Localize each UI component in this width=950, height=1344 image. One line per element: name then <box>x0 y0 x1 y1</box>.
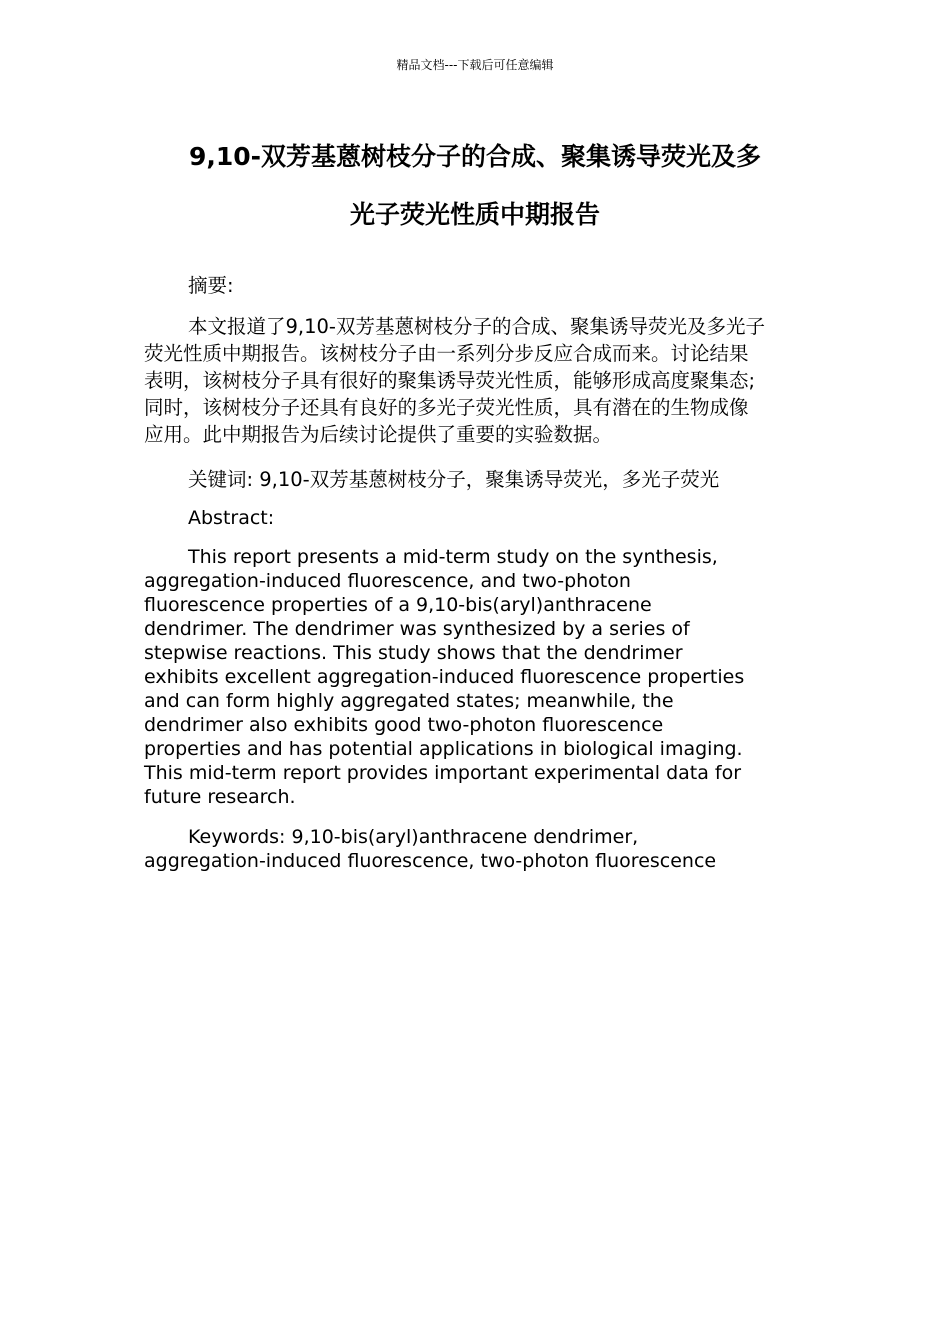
keywords-en <box>144 825 812 873</box>
abstract-en-line: This report presents a mid-term study on the synthesis, <box>188 546 718 568</box>
abstract-en-line: stepwise reactions. This study shows that the dendrimer <box>144 642 683 664</box>
abstract-cn-line: 应用。此中期报告为后续讨论提供了重要的实验数据。 <box>144 423 613 446</box>
abstract-cn-label: 摘要: <box>188 274 234 297</box>
abstract-en-line: This mid-term report provides important experimental data for <box>144 762 742 784</box>
abstract-en-label: Abstract: <box>188 507 275 529</box>
abstract-en-line: aggregation-induced fluorescence, and two-photon <box>144 570 631 592</box>
abstract-en-line: and can form highly aggregated states; meanwhile, the <box>144 690 674 712</box>
abstract-cn-line: 荧光性质中期报告。该树枝分子由一系列分步反应合成而来。讨论结果 <box>144 342 749 365</box>
title-line-2: 光子荧光性质中期报告 <box>349 200 600 229</box>
abstract-en-line: future research. <box>144 786 296 808</box>
abstract-en-paragraph <box>144 545 812 809</box>
abstract-cn-paragraph <box>144 313 812 448</box>
abstract-en-line: properties and has potential applications in biological imaging. <box>144 738 743 760</box>
abstract-en-line: dendrimer. The dendrimer was synthesized by a series of <box>144 618 690 640</box>
abstract-cn-line: 同时，该树枝分子还具有良好的多光子荧光性质，具有潜在的生物成像 <box>144 396 749 419</box>
keywords-cn: 关键词: 9,10-双芳基蒽树枝分子，聚集诱导荧光，多光子荧光 <box>188 468 720 491</box>
abstract-cn-line: 表明，该树枝分子具有很好的聚集诱导荧光性质，能够形成高度聚集态; <box>144 369 756 392</box>
keywords-en-line: aggregation-induced fluorescence, two-photon fluorescence <box>144 850 717 872</box>
abstract-en-line: fluorescence properties of a 9,10-bis(aryl)anthracene <box>144 594 652 616</box>
document-title <box>144 128 806 244</box>
abstract-en-line: dendrimer also exhibits good two-photon fluorescence <box>144 714 664 736</box>
abstract-cn-line: 本文报道了9,10-双芳基蒽树枝分子的合成、聚集诱导荧光及多光子 <box>188 315 765 338</box>
title-line-1: 9,10-双芳基蒽树枝分子的合成、聚集诱导荧光及多 <box>188 142 762 171</box>
keywords-en-line: Keywords: 9,10-bis(aryl)anthracene dendrimer, <box>188 826 639 848</box>
header-note: 精品文档---下载后可任意编辑 <box>396 58 554 72</box>
abstract-en-line: exhibits excellent aggregation-induced fluorescence properties <box>144 666 745 688</box>
